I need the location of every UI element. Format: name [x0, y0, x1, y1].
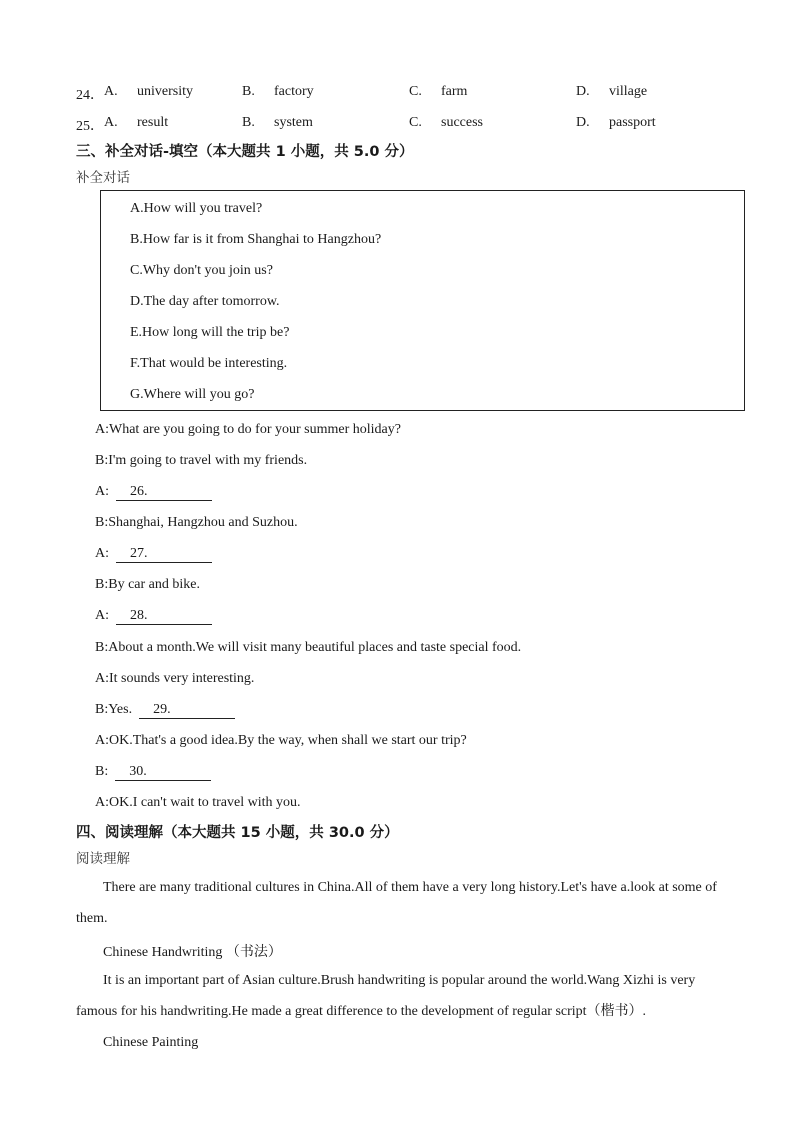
choice-item: C.Why don't you join us? [130, 263, 273, 278]
option-letter: C. [409, 115, 422, 130]
choice-item: F.That would be interesting. [130, 356, 288, 371]
speaker-label: A: [95, 546, 109, 561]
option-letter: B. [242, 84, 255, 99]
speaker-label: A: [95, 608, 109, 623]
option-text: village [609, 84, 648, 99]
option-letter: A. [104, 84, 118, 99]
option-letter: B. [242, 115, 255, 130]
question-number: 25． [76, 119, 104, 134]
speaker-label: A: [95, 484, 109, 499]
choice-item: G.Where will you go? [130, 387, 255, 402]
choice-item: D.The day after tomorrow. [130, 294, 280, 309]
option-letter: A. [104, 115, 118, 130]
reading-intro: There are many traditional cultures in China.All of them have a very long history.Let's have a.look at some of them. [76, 880, 717, 926]
option-letter: C. [409, 84, 422, 99]
option-letter: D. [576, 84, 590, 99]
dialogue-line: A:OK.That's a good idea.By the way, when shall we start our trip? [95, 733, 467, 748]
dialogue-line: A:OK.I can't wait to travel with you. [95, 795, 301, 810]
dialogue-line [95, 764, 211, 781]
option-text: passport [609, 115, 656, 130]
section-3-subtitle: 补全对话 [76, 170, 130, 186]
dialogue-line: B:Shanghai, Hangzhou and Suzhou. [95, 515, 298, 530]
dialogue-line [95, 608, 212, 625]
blank-27[interactable]: 27. [116, 546, 212, 563]
dialogue-line [95, 484, 212, 501]
reading-heading-painting: Chinese Painting [103, 1035, 199, 1050]
choice-item: B.How far is it from Shanghai to Hangzhou? [130, 232, 382, 247]
blank-26[interactable]: 26. [116, 484, 212, 501]
option-text: university [137, 84, 193, 99]
section-3-title: 三、补全对话-填空（本大题共 1 小题，共 5.0 分） [76, 144, 414, 160]
option-text: system [274, 115, 313, 130]
section-4-subtitle: 阅读理解 [76, 851, 130, 867]
dialogue-line: B:By car and bike. [95, 577, 200, 592]
blank-30[interactable]: 30. [115, 764, 211, 781]
option-text: result [137, 115, 169, 130]
option-letter: D. [576, 115, 590, 130]
blank-29[interactable]: 29. [139, 702, 235, 719]
reading-heading-handwriting: Chinese Handwriting （书法） [103, 945, 282, 960]
dialogue-line: B:About a month.We will visit many beautiful places and taste special food. [95, 640, 522, 655]
section-4-title: 四、阅读理解（本大题共 15 小题，共 30.0 分） [76, 825, 399, 841]
blank-28[interactable]: 28. [116, 608, 212, 625]
dialogue-line [95, 702, 235, 719]
speaker-label: B: [95, 764, 109, 779]
option-text: factory [274, 84, 314, 99]
option-text: farm [441, 84, 468, 99]
speaker-label: B:Yes. [95, 702, 133, 717]
choice-item: E.How long will the trip be? [130, 325, 290, 340]
reading-paragraph: It is an important part of Asian culture.Brush handwriting is popular around the world.Wang Xizhi is very famous for his handwriting.He made a great difference to the development of regular script（楷书）. [76, 973, 696, 1019]
question-number: 24． [76, 88, 104, 103]
dialogue-line: B:I'm going to travel with my friends. [95, 453, 308, 468]
dialogue-line: A:It sounds very interesting. [95, 671, 255, 686]
dialogue-line [95, 546, 212, 563]
dialogue-line: A:What are you going to do for your summer holiday? [95, 422, 401, 437]
option-text: success [441, 115, 483, 130]
choice-item: A.How will you travel? [130, 201, 263, 216]
